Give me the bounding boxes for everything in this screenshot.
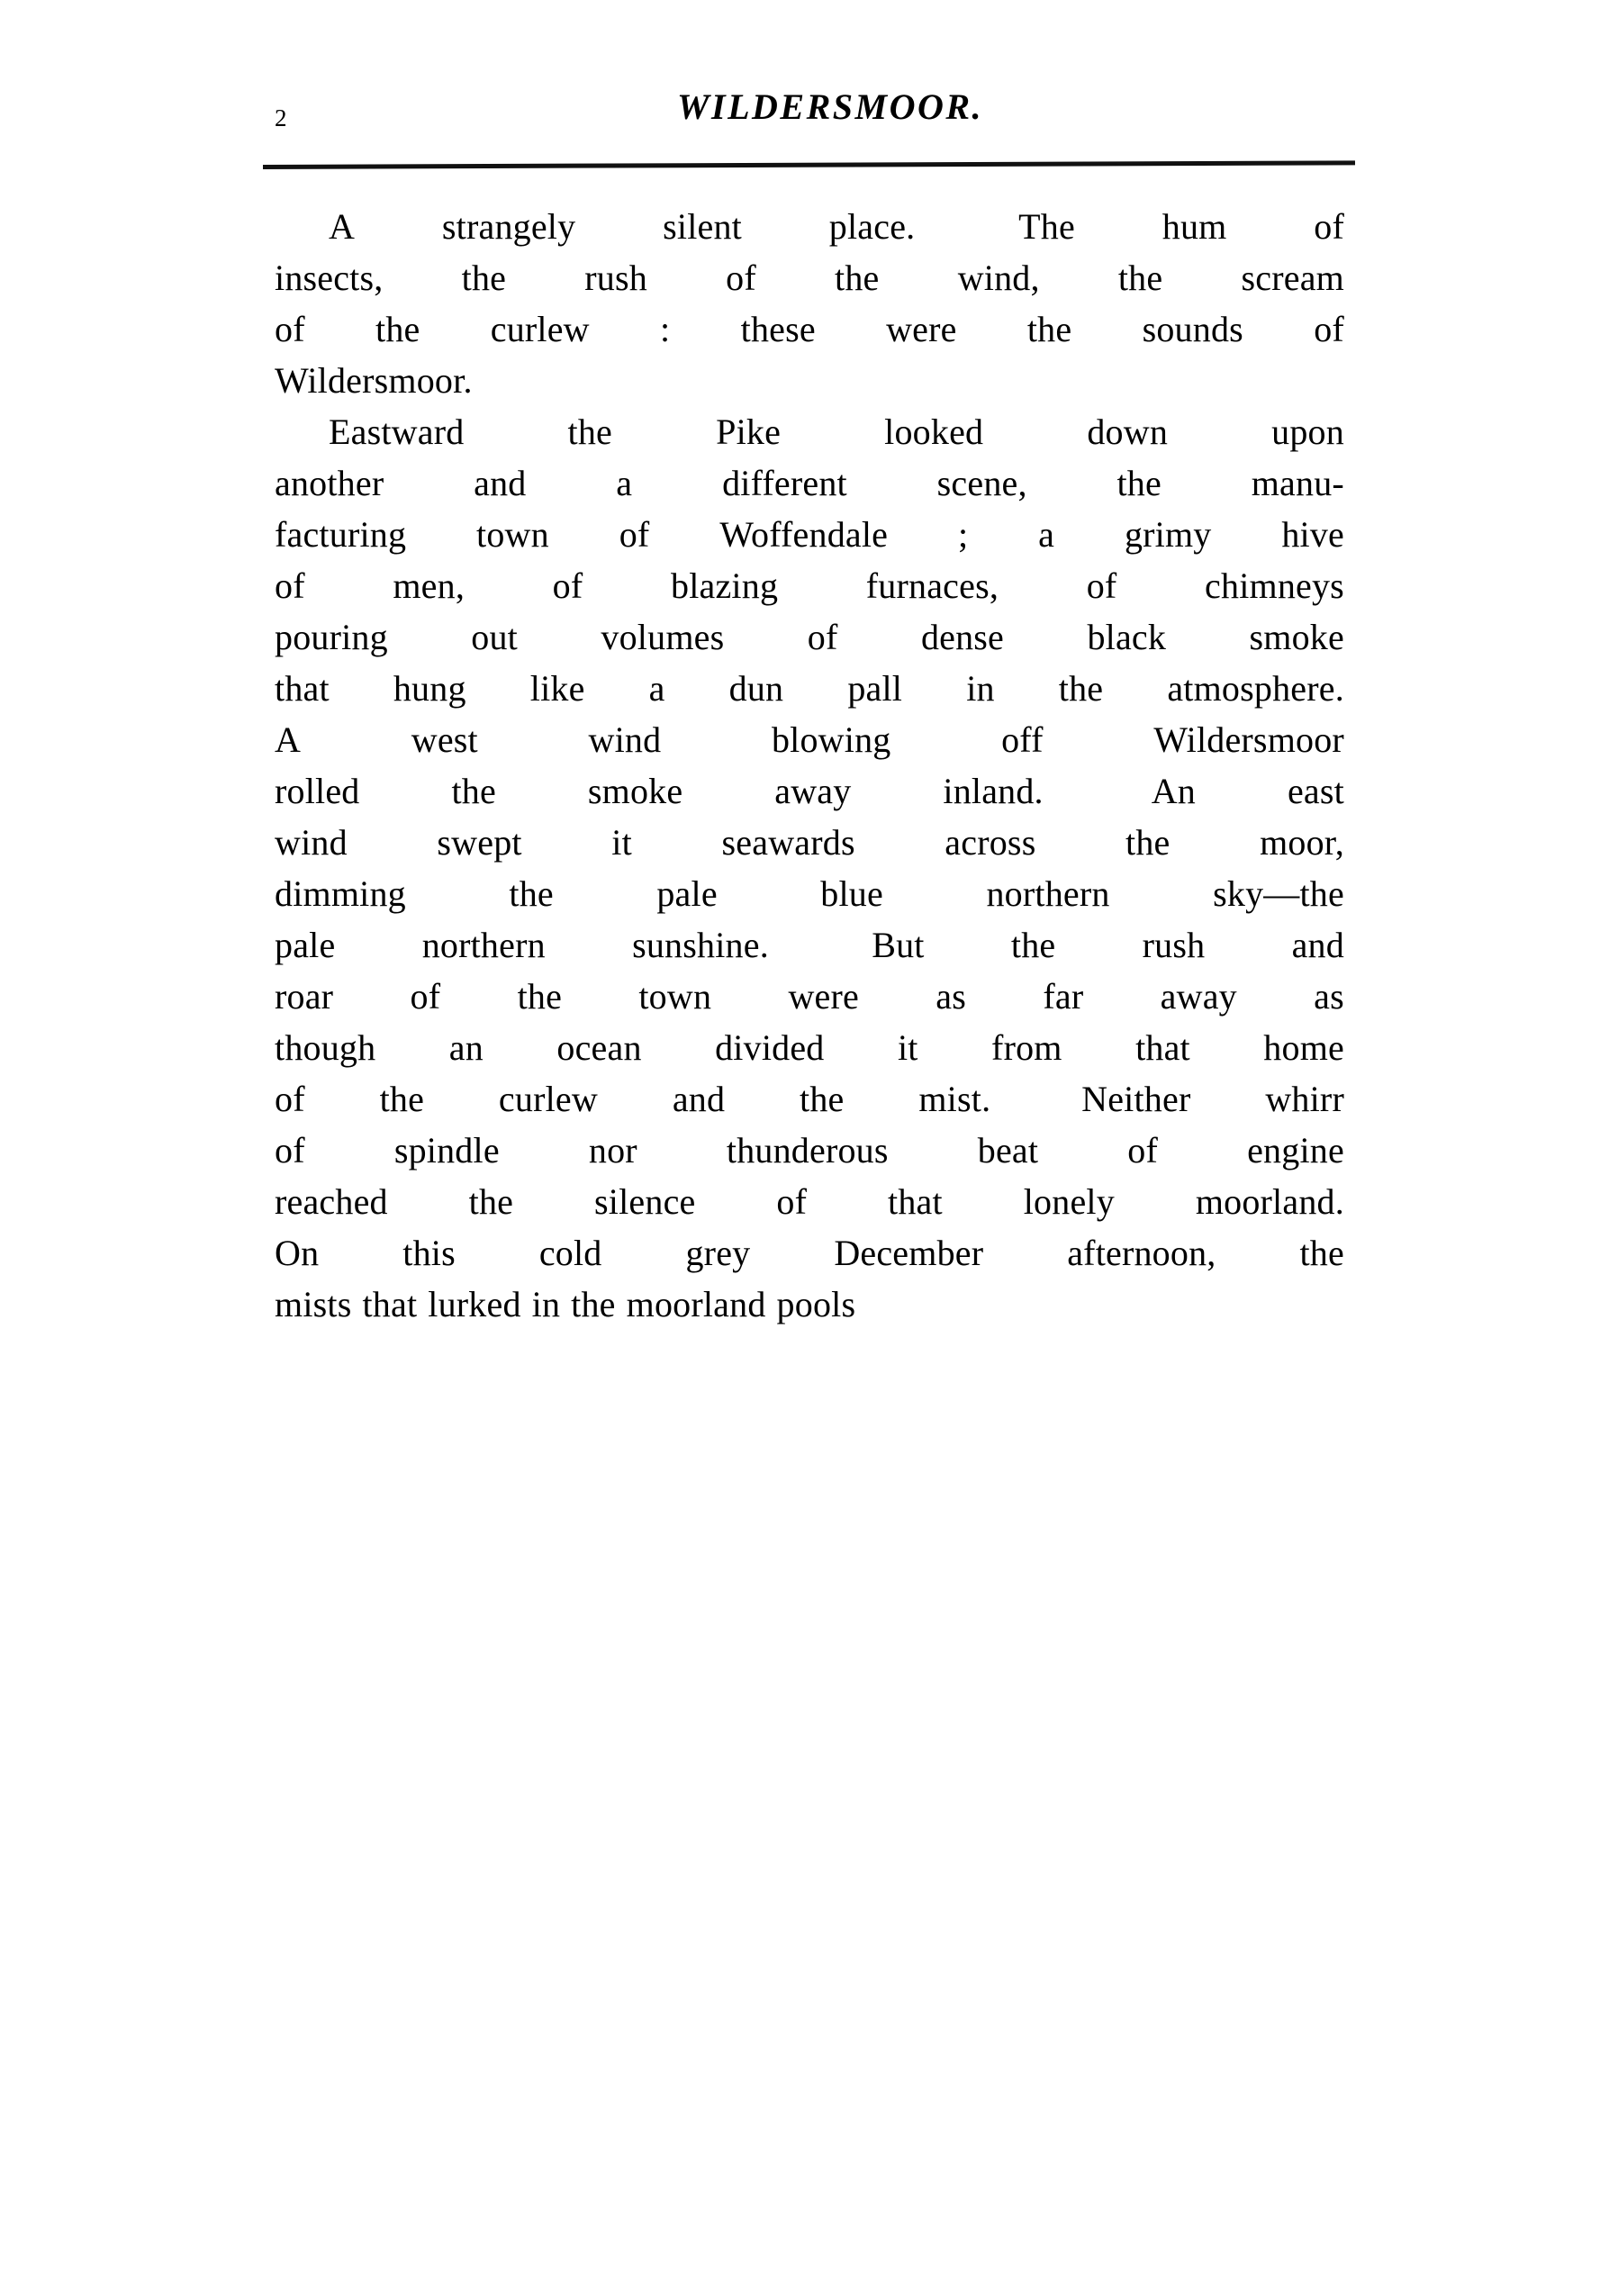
word: as bbox=[1314, 976, 1344, 1017]
word: though bbox=[275, 1027, 376, 1068]
word: Wildersmoor. bbox=[275, 360, 473, 401]
word: manu- bbox=[1251, 463, 1344, 503]
word: ocean bbox=[556, 1027, 642, 1068]
word: strangely bbox=[441, 206, 576, 247]
word: smoke bbox=[1249, 617, 1344, 657]
word: a bbox=[616, 463, 633, 503]
word: sky—the bbox=[1213, 873, 1344, 914]
word: moor, bbox=[1260, 822, 1344, 863]
text-line bbox=[275, 924, 1344, 975]
word: On bbox=[275, 1233, 320, 1273]
word: dense bbox=[920, 617, 1005, 657]
word: wind bbox=[588, 719, 662, 760]
text-line bbox=[275, 975, 1344, 1026]
word: northern bbox=[986, 873, 1110, 914]
text-line bbox=[275, 1180, 1344, 1232]
word: pale bbox=[275, 925, 336, 965]
word: blazing bbox=[671, 565, 779, 606]
word: curlew bbox=[490, 309, 590, 349]
word: swept bbox=[437, 822, 522, 863]
word: Eastward bbox=[329, 411, 465, 452]
word: blue bbox=[820, 873, 883, 914]
word: But bbox=[872, 925, 925, 965]
word: the bbox=[379, 1079, 425, 1119]
word: as bbox=[936, 976, 967, 1017]
word: Wildersmoor bbox=[1153, 719, 1344, 760]
word: cold bbox=[538, 1233, 602, 1273]
word: lonely bbox=[1023, 1181, 1115, 1222]
word: were bbox=[886, 309, 957, 349]
word: hive bbox=[1281, 514, 1344, 555]
word: of bbox=[1086, 565, 1117, 606]
word: of bbox=[275, 1130, 305, 1171]
text-line bbox=[275, 565, 1344, 616]
word: Pike bbox=[716, 411, 782, 452]
text-line bbox=[275, 1129, 1344, 1180]
word: across bbox=[945, 822, 1036, 863]
word: that bbox=[362, 1284, 418, 1324]
word: looked bbox=[884, 411, 984, 452]
word: engine bbox=[1247, 1130, 1344, 1171]
word: : bbox=[660, 309, 671, 349]
word: of bbox=[275, 565, 305, 606]
word: scene, bbox=[936, 463, 1027, 503]
word: hung bbox=[393, 668, 466, 709]
text-line bbox=[275, 1026, 1344, 1078]
word: nor bbox=[588, 1130, 637, 1171]
word: of bbox=[1314, 309, 1344, 349]
text-line bbox=[275, 462, 1344, 513]
word: that bbox=[1135, 1027, 1190, 1068]
word: seawards bbox=[721, 822, 855, 863]
word: silence bbox=[594, 1181, 696, 1222]
word: mists bbox=[275, 1284, 352, 1324]
word: an bbox=[448, 1027, 484, 1068]
word: of bbox=[619, 514, 650, 555]
text-line bbox=[275, 821, 1344, 872]
word: of bbox=[275, 1079, 305, 1119]
word: blowing bbox=[771, 719, 891, 760]
word: spindle bbox=[393, 1130, 500, 1171]
word: down bbox=[1087, 411, 1169, 452]
text-line bbox=[275, 719, 1344, 770]
word: and bbox=[672, 1079, 726, 1119]
word: pall bbox=[847, 668, 903, 709]
word: and bbox=[1291, 925, 1344, 965]
word: out bbox=[471, 617, 518, 657]
word: another bbox=[275, 463, 384, 503]
word: town bbox=[638, 976, 712, 1017]
word: chimneys bbox=[1205, 565, 1344, 606]
word: roar bbox=[275, 976, 334, 1017]
text-line bbox=[275, 205, 1344, 257]
text-line bbox=[275, 616, 1344, 667]
word: Neither bbox=[1081, 1079, 1191, 1119]
word: away bbox=[774, 771, 852, 811]
word: upon bbox=[1271, 411, 1344, 452]
text-line bbox=[275, 1078, 1344, 1129]
word: it bbox=[611, 822, 632, 863]
text-line bbox=[275, 308, 1344, 359]
word: of bbox=[1127, 1130, 1158, 1171]
word: black bbox=[1087, 617, 1167, 657]
word: thunderous bbox=[726, 1130, 889, 1171]
word: the bbox=[461, 258, 507, 298]
word: wind bbox=[275, 822, 348, 863]
word: A bbox=[329, 206, 356, 247]
word: of bbox=[807, 617, 838, 657]
word: A bbox=[275, 719, 302, 760]
paragraph-1 bbox=[275, 205, 1344, 411]
word: grimy bbox=[1124, 514, 1212, 555]
word: ; bbox=[957, 514, 969, 555]
text-line bbox=[275, 359, 1344, 411]
word: sunshine. bbox=[632, 925, 769, 965]
word: the bbox=[1125, 822, 1171, 863]
word: of bbox=[275, 309, 305, 349]
word: moorland bbox=[626, 1284, 766, 1324]
word: far bbox=[1043, 976, 1084, 1017]
word: rolled bbox=[275, 771, 360, 811]
word: atmosphere. bbox=[1167, 668, 1344, 709]
page-header bbox=[275, 86, 1346, 149]
word: men, bbox=[393, 565, 466, 606]
word: were bbox=[788, 976, 859, 1017]
word: of bbox=[776, 1181, 808, 1222]
text-line bbox=[275, 872, 1344, 924]
word: different bbox=[722, 463, 847, 503]
word: rush bbox=[1142, 925, 1206, 965]
word: volumes bbox=[601, 617, 725, 657]
word: of bbox=[726, 258, 756, 298]
word: afternoon, bbox=[1067, 1233, 1216, 1273]
word: of bbox=[410, 976, 441, 1017]
word: facturing bbox=[275, 514, 407, 555]
word: curlew bbox=[498, 1079, 598, 1119]
word: the bbox=[1010, 925, 1056, 965]
word: east bbox=[1287, 771, 1344, 811]
word: beat bbox=[977, 1130, 1039, 1171]
word: the bbox=[571, 1284, 616, 1324]
word: the bbox=[517, 976, 563, 1017]
word: the bbox=[375, 309, 420, 349]
word: the bbox=[1116, 463, 1162, 503]
word: reached bbox=[275, 1181, 388, 1222]
word: dun bbox=[728, 668, 784, 709]
word: the bbox=[567, 411, 613, 452]
word: the bbox=[835, 258, 880, 298]
page-number: 2 bbox=[275, 104, 287, 131]
word: home bbox=[1263, 1027, 1344, 1068]
word: furnaces, bbox=[865, 565, 999, 606]
text-line bbox=[275, 411, 1344, 462]
word: pools bbox=[776, 1284, 856, 1324]
header-divider-rule bbox=[263, 160, 1355, 169]
word: away bbox=[1160, 976, 1237, 1017]
word: moorland. bbox=[1195, 1181, 1344, 1222]
word: place. bbox=[828, 206, 916, 247]
word: that bbox=[275, 668, 330, 709]
word: scream bbox=[1241, 258, 1344, 298]
word: the bbox=[800, 1079, 845, 1119]
word: of bbox=[552, 565, 583, 606]
word: sounds bbox=[1142, 309, 1243, 349]
word: that bbox=[888, 1181, 943, 1222]
word: off bbox=[1001, 719, 1044, 760]
paragraph-2 bbox=[275, 411, 1344, 1334]
word: the bbox=[451, 771, 496, 811]
word: west bbox=[411, 719, 478, 760]
word: a bbox=[648, 668, 665, 709]
word: December bbox=[834, 1233, 984, 1273]
text-line bbox=[275, 1283, 1344, 1334]
word: divided bbox=[715, 1027, 825, 1068]
word: in bbox=[966, 668, 995, 709]
text-line bbox=[275, 667, 1344, 719]
word: like bbox=[529, 668, 585, 709]
word: it bbox=[897, 1027, 918, 1068]
word: inland. bbox=[943, 771, 1044, 811]
word: from bbox=[991, 1027, 1062, 1068]
word: mist. bbox=[918, 1079, 991, 1119]
word: town bbox=[476, 514, 549, 555]
text-line bbox=[275, 1232, 1344, 1283]
word: northern bbox=[421, 925, 546, 965]
word: this bbox=[402, 1233, 456, 1273]
word: the bbox=[509, 873, 554, 914]
word: pale bbox=[656, 873, 718, 914]
word: The bbox=[1018, 206, 1075, 247]
word: An bbox=[1151, 771, 1196, 811]
word: the bbox=[1026, 309, 1072, 349]
word: smoke bbox=[587, 771, 683, 811]
word: these bbox=[740, 309, 816, 349]
word: a bbox=[1038, 514, 1055, 555]
word: the bbox=[1299, 1233, 1344, 1273]
word: hum bbox=[1162, 206, 1227, 247]
word: whirr bbox=[1265, 1079, 1344, 1119]
word: the bbox=[468, 1181, 514, 1222]
word: in bbox=[531, 1284, 561, 1324]
word: insects, bbox=[275, 258, 384, 298]
word: silent bbox=[663, 206, 742, 247]
word: dimming bbox=[275, 873, 406, 914]
text-line bbox=[275, 513, 1344, 565]
word: the bbox=[1058, 668, 1104, 709]
body-text-column bbox=[275, 205, 1344, 1334]
text-line bbox=[275, 770, 1344, 821]
word: and bbox=[474, 463, 527, 503]
word: Woffendale bbox=[719, 514, 889, 555]
word: of bbox=[1314, 206, 1344, 247]
word: grey bbox=[685, 1233, 751, 1273]
word: pouring bbox=[275, 617, 388, 657]
text-line bbox=[275, 257, 1344, 308]
word: lurked bbox=[428, 1284, 521, 1324]
word: the bbox=[1117, 258, 1163, 298]
word: wind, bbox=[957, 258, 1040, 298]
word: rush bbox=[584, 258, 647, 298]
running-head-title: WILDERSMOOR. bbox=[676, 86, 984, 127]
